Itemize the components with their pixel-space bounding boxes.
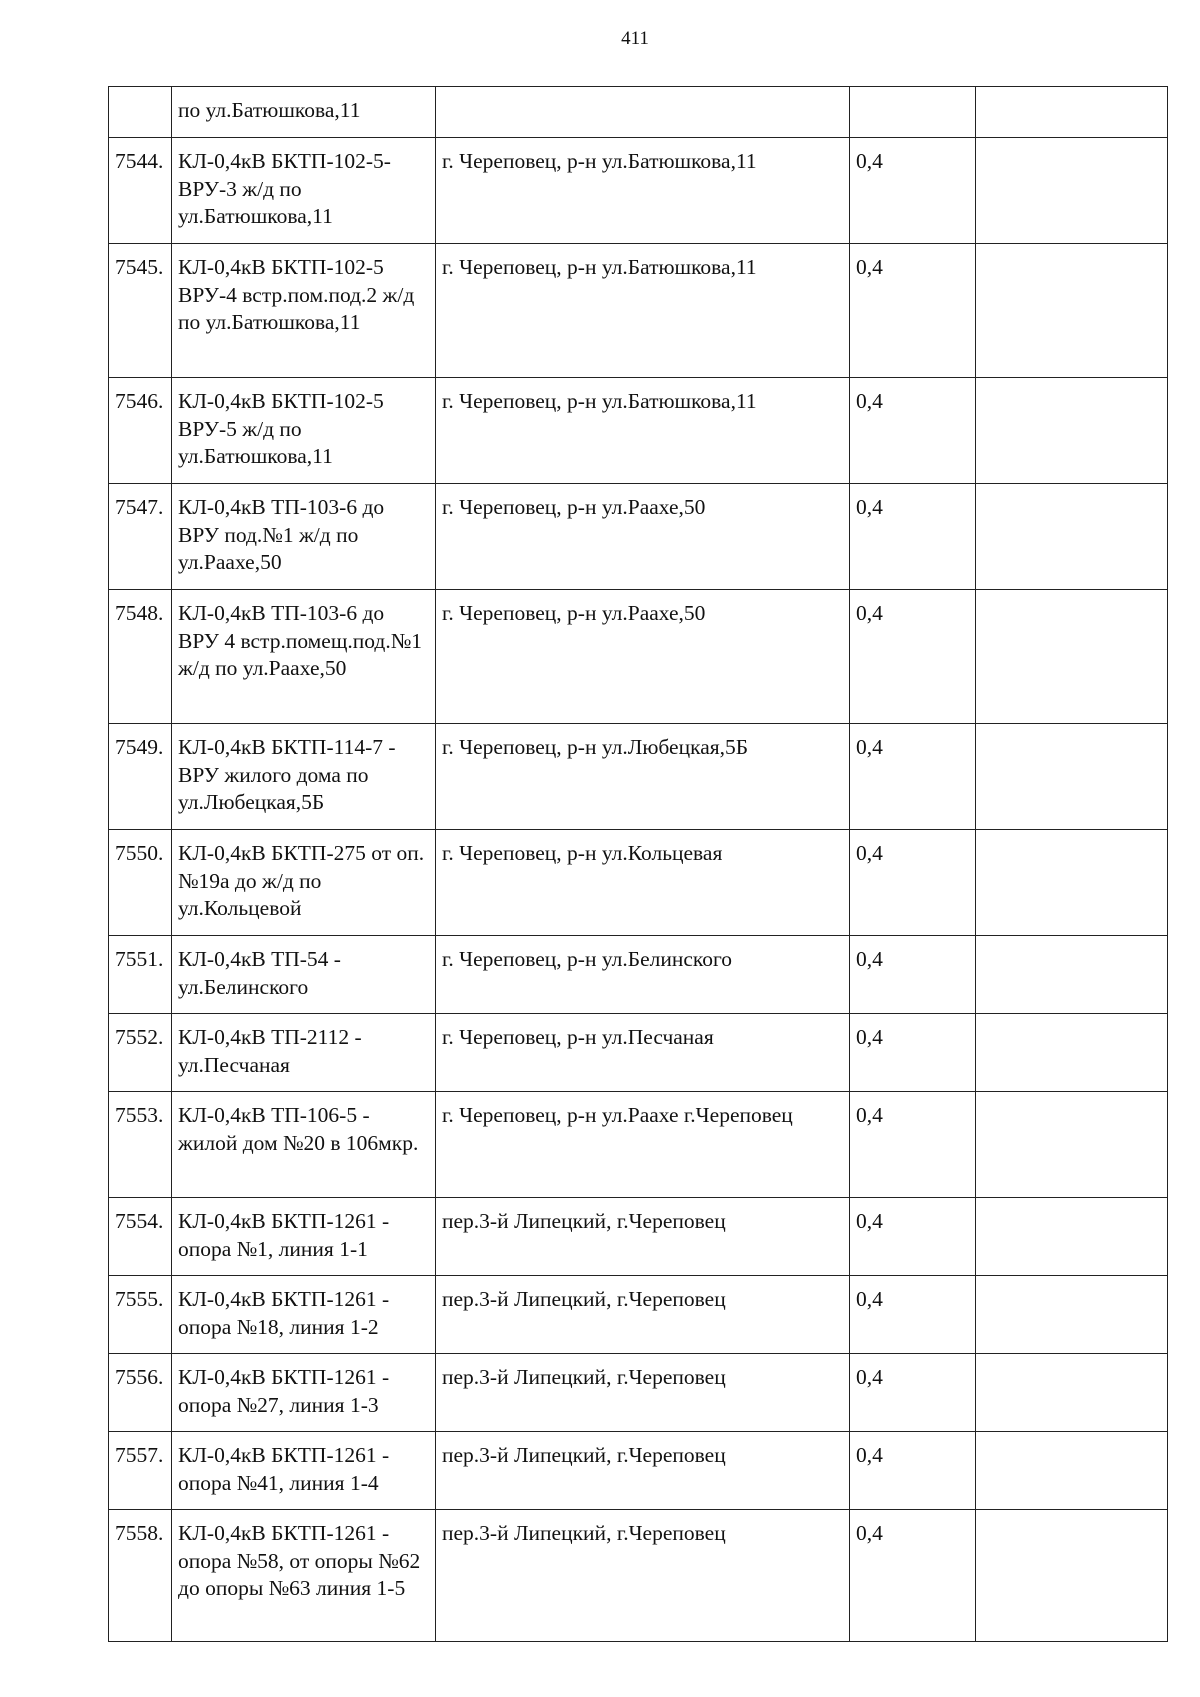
line-name: КЛ-0,4кВ БКТП-1261 - опора №1, линия 1-1 <box>172 1198 436 1276</box>
row-number: 7554. <box>109 1198 172 1276</box>
line-address: пер.3-й Липецкий, г.Череповец <box>436 1510 850 1642</box>
line-address: г. Череповец, р-н ул.Песчаная <box>436 1014 850 1092</box>
registry-table <box>108 86 1168 1642</box>
line-address: г. Череповец, р-н ул.Раахе,50 <box>436 590 850 724</box>
line-voltage: 0,4 <box>850 1198 976 1276</box>
row-number: 7552. <box>109 1014 172 1092</box>
line-name: КЛ-0,4кВ ТП-2112 - ул.Песчаная <box>172 1014 436 1092</box>
row-number: 7550. <box>109 830 172 936</box>
table-row <box>109 936 1168 1014</box>
row-number: 7556. <box>109 1354 172 1432</box>
row-number: 7555. <box>109 1276 172 1354</box>
line-address: г. Череповец, р-н ул.Батюшкова,11 <box>436 138 850 244</box>
line-voltage: 0,4 <box>850 1354 976 1432</box>
line-name: КЛ-0,4кВ БКТП-102-5 ВРУ-5 ж/д по ул.Батюшкова,11 <box>172 378 436 484</box>
table-row <box>109 1014 1168 1092</box>
line-name: КЛ-0,4кВ БКТП-1261 - опора №41, линия 1-4 <box>172 1432 436 1510</box>
page-number: 411 <box>621 28 649 49</box>
line-name: КЛ-0,4кВ БКТП-114-7 - ВРУ жилого дома по ул.Любецкая,5Б <box>172 724 436 830</box>
table-row <box>109 87 1168 138</box>
table-row <box>109 1432 1168 1510</box>
row-number: 7545. <box>109 244 172 378</box>
line-address <box>436 87 850 138</box>
line-name: КЛ-0,4кВ ТП-54 - ул.Белинского <box>172 936 436 1014</box>
line-note <box>976 484 1168 590</box>
line-voltage: 0,4 <box>850 244 976 378</box>
table-row <box>109 138 1168 244</box>
line-note <box>976 244 1168 378</box>
line-note <box>976 1276 1168 1354</box>
line-address: г. Череповец, р-н ул.Батюшкова,11 <box>436 378 850 484</box>
table-row <box>109 1198 1168 1276</box>
line-voltage: 0,4 <box>850 138 976 244</box>
line-note <box>976 936 1168 1014</box>
line-address: пер.3-й Липецкий, г.Череповец <box>436 1432 850 1510</box>
line-address: г. Череповец, р-н ул.Любецкая,5Б <box>436 724 850 830</box>
table-row <box>109 1092 1168 1198</box>
line-note <box>976 1432 1168 1510</box>
row-number: 7544. <box>109 138 172 244</box>
row-number: 7558. <box>109 1510 172 1642</box>
row-number: 7553. <box>109 1092 172 1198</box>
row-number: 7557. <box>109 1432 172 1510</box>
line-voltage <box>850 87 976 138</box>
line-name: КЛ-0,4кВ БКТП-1261 - опора №27, линия 1-3 <box>172 1354 436 1432</box>
table-row <box>109 830 1168 936</box>
line-name: КЛ-0,4кВ БКТП-102-5-ВРУ-3 ж/д по ул.Батюшкова,11 <box>172 138 436 244</box>
table-row <box>109 1276 1168 1354</box>
line-name: КЛ-0,4кВ БКТП-275 от оп.№19а до ж/д по ул.Кольцевой <box>172 830 436 936</box>
table-row <box>109 378 1168 484</box>
line-voltage: 0,4 <box>850 1510 976 1642</box>
row-number <box>109 87 172 138</box>
line-note <box>976 1354 1168 1432</box>
line-name: по ул.Батюшкова,11 <box>172 87 436 138</box>
table-row <box>109 1354 1168 1432</box>
registry-table-body <box>109 87 1168 1642</box>
line-name: КЛ-0,4кВ ТП-103-6 до ВРУ под.№1 ж/д по ул.Раахе,50 <box>172 484 436 590</box>
line-note <box>976 724 1168 830</box>
row-number: 7551. <box>109 936 172 1014</box>
line-name: КЛ-0,4кВ ТП-103-6 до ВРУ 4 встр.помещ.под.№1 ж/д по ул.Раахе,50 <box>172 590 436 724</box>
line-note <box>976 87 1168 138</box>
row-number: 7546. <box>109 378 172 484</box>
line-note <box>976 378 1168 484</box>
line-name: КЛ-0,4кВ БКТП-1261 - опора №18, линия 1-2 <box>172 1276 436 1354</box>
line-address: г. Череповец, р-н ул.Раахе г.Череповец <box>436 1092 850 1198</box>
line-voltage: 0,4 <box>850 484 976 590</box>
line-voltage: 0,4 <box>850 1432 976 1510</box>
line-note <box>976 830 1168 936</box>
line-voltage: 0,4 <box>850 378 976 484</box>
line-voltage: 0,4 <box>850 936 976 1014</box>
row-number: 7549. <box>109 724 172 830</box>
line-voltage: 0,4 <box>850 1014 976 1092</box>
table-row <box>109 724 1168 830</box>
line-address: г. Череповец, р-н ул.Батюшкова,11 <box>436 244 850 378</box>
line-voltage: 0,4 <box>850 830 976 936</box>
table-row <box>109 244 1168 378</box>
line-voltage: 0,4 <box>850 590 976 724</box>
line-note <box>976 1092 1168 1198</box>
table-row <box>109 590 1168 724</box>
line-address: пер.3-й Липецкий, г.Череповец <box>436 1354 850 1432</box>
line-note <box>976 590 1168 724</box>
row-number: 7548. <box>109 590 172 724</box>
line-note <box>976 138 1168 244</box>
line-voltage: 0,4 <box>850 1092 976 1198</box>
line-voltage: 0,4 <box>850 724 976 830</box>
line-note <box>976 1510 1168 1642</box>
line-address: пер.3-й Липецкий, г.Череповец <box>436 1198 850 1276</box>
line-note <box>976 1198 1168 1276</box>
line-address: г. Череповец, р-н ул.Раахе,50 <box>436 484 850 590</box>
row-number: 7547. <box>109 484 172 590</box>
line-name: КЛ-0,4кВ ТП-106-5 - жилой дом №20 в 106мкр. <box>172 1092 436 1198</box>
line-address: г. Череповец, р-н ул.Кольцевая <box>436 830 850 936</box>
line-voltage: 0,4 <box>850 1276 976 1354</box>
line-name: КЛ-0,4кВ БКТП-102-5 ВРУ-4 встр.пом.под.2 ж/д по ул.Батюшкова,11 <box>172 244 436 378</box>
line-address: пер.3-й Липецкий, г.Череповец <box>436 1276 850 1354</box>
table-row <box>109 484 1168 590</box>
line-note <box>976 1014 1168 1092</box>
line-address: г. Череповец, р-н ул.Белинского <box>436 936 850 1014</box>
table-row <box>109 1510 1168 1642</box>
line-name: КЛ-0,4кВ БКТП-1261 - опора №58, от опоры №62 до опоры №63 линия 1-5 <box>172 1510 436 1642</box>
